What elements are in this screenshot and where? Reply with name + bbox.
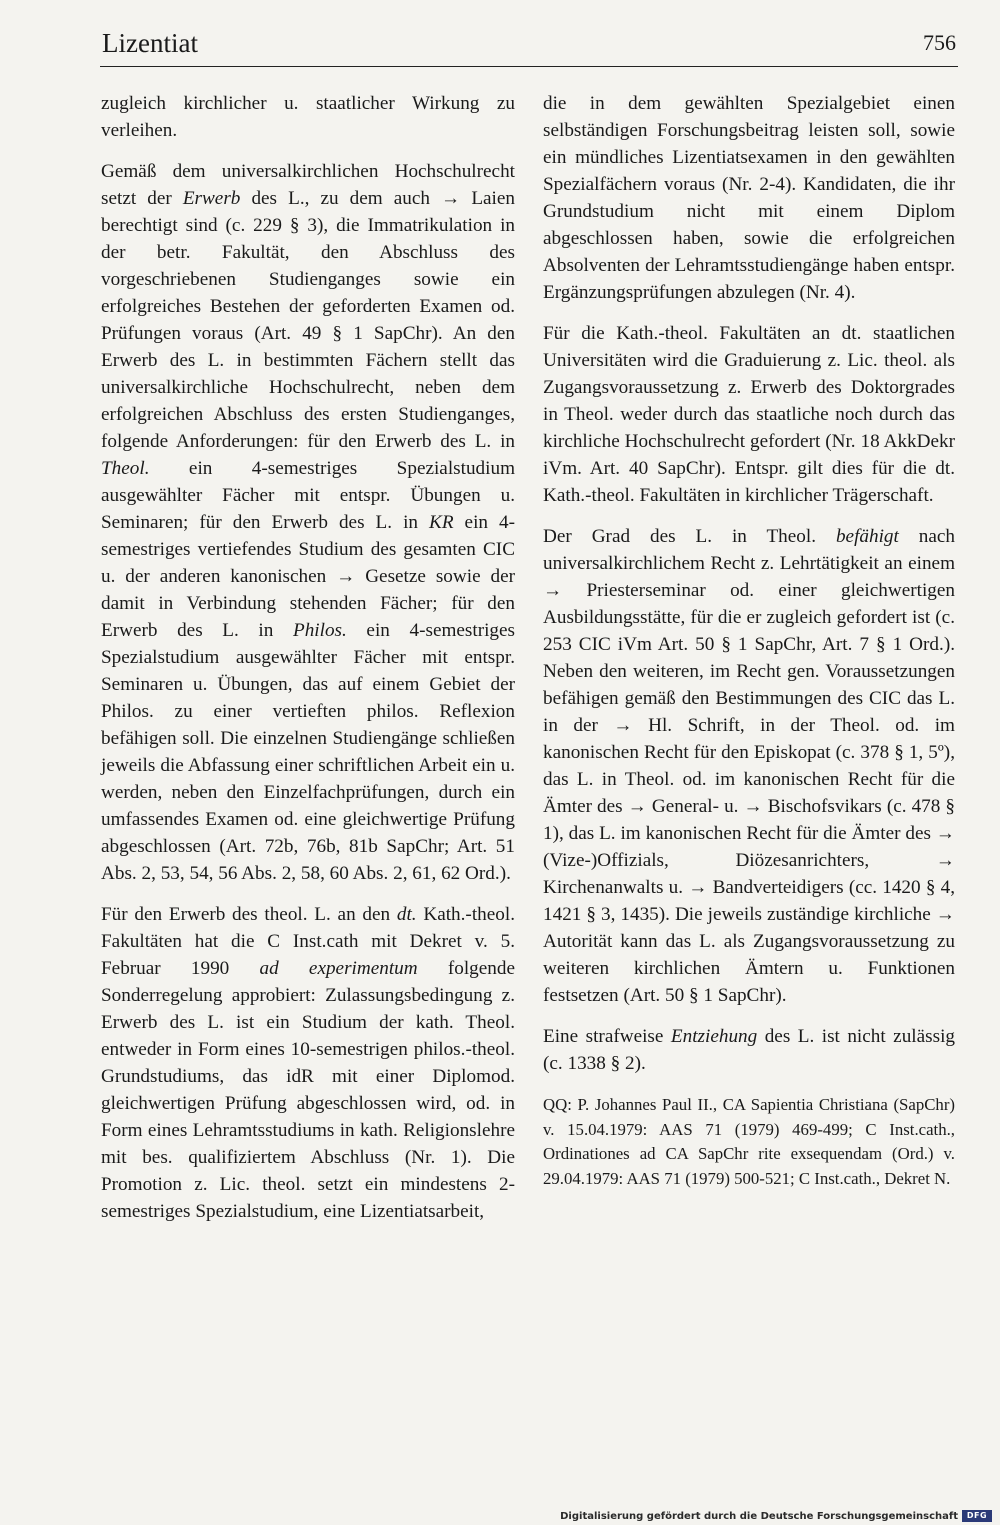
paragraph [543,1023,955,1077]
italic-term: dt. [396,904,417,925]
text-run: Kath.-theol. Fakultäten hat die C Inst.cath mit Dekret v. 5. Februar 1990 [101,904,515,979]
text-run: nach universalkirchlichem Recht z. Lehrtätigkeit an einem → Priesterseminar od. einer gleichwertigen Ausbildungsstätte, für die er zugleich gefordert ist (c. 253 CIC iVm Art. 50 § 1 SapChr, Art. 7 § 1 Ord.). Neben den weiteren, im Recht gen. Voraussetzungen befähigen gemäß den Bestimmungen des CIC das L. in der → Hl. Schrift, in der Theol. od. im kanonischen Recht für den Episkopat (c. 378 § 1, 5º), das L. in Theol. od. im kanonischen Recht für die Ämter des → General- u. → Bischofsvikars (c. 478 § 1), das L. im kanonischen Recht für die Ämter des → (Vize-)Offizials, Diözesanrichters, → Kirchenanwalts u. → Bandverteidigers (cc. 1420 § 4, 1421 § 3, 1435). Die jeweils zuständige kirchliche → Autorität kann das L. als Zugangsvoraussetzung zu weiteren kirchlichen Ämtern u. Funktionen festsetzen (Art. 50 § 1 SapChr). [543,526,955,1006]
dfg-logo-icon: DFG [962,1510,992,1522]
page-number: 756 [923,30,956,55]
text-run: ein 4-semestriges Spezialstudium ausgewählter Fächer mit entspr. Übungen u. Seminaren; für den Erwerb des L. in [101,458,515,533]
text-run: des L. ist nicht zulässig (c. 1338 § 2). [543,1026,955,1074]
sources-note: QQ: P. Johannes Paul II., CA Sapientia Christiana (SapChr) v. 15.04.1979: AAS 71 (1979) 469-499; C Inst.cath., Ordinationes ad CA SapChr rite exsequendam (Ord.) v. 29.04.1979: AAS 71 (1979) 500-521; C Inst.cath., Dekret N. [543,1095,955,1188]
running-header [100,26,958,67]
text-run: folgende Sonderregelung approbiert: Zulassungsbedingung z. Erwerb des L. ist ein Studium der kath. Theol. entweder in Form eines 10-semestrigen philos.-theol. Grundstudiums, das idR mit einer Diplomod. gleichwertigen Prüfung abgeschlossen wird, od. in Form eines Lehramtsstudiums in kath. Religionslehre mit bes. qualifiziertem Abschluss (Nr. 1). Die Promotion z. Lic. theol. setzt ein mindestens 2-semestriges Spezialstudium, eine Lizentiatsarbeit, [101,958,515,1222]
text-run: Der Grad des L. in Theol. [543,526,836,547]
right-column [543,90,955,1205]
italic-term: KR [429,512,454,533]
paragraph: zugleich kirchlicher u. staatlicher Wirkung zu verleihen. [101,93,515,141]
italic-term: Erwerb [182,188,241,209]
header-title: Lizentiat [102,28,198,58]
text-run: ein 4-semestriges vertiefendes Studium des gesamten CIC u. der anderen kanonischen → Gesetze sowie der damit in Verbindung stehenden Fächer; für den Erwerb des L. in [101,512,515,641]
footer-text: Digitalisierung gefördert durch die Deutsche Forschungsgemeinschaft [560,1510,958,1522]
text-run: Gemäß dem universalkirchlichen Hochschulrecht setzt der [101,161,515,209]
digitization-footer [560,1510,992,1522]
paragraph [101,158,515,887]
italic-term: befähigt [835,526,899,547]
paragraph: Für die Kath.-theol. Fakultäten an dt. staatlichen Universitäten wird die Graduierung z. Lic. theol. als Zugangsvoraussetzung z. Erwerb des Doktorgrades in Theol. weder durch das staatliche noch durch das kirchliche Hochschulrecht gefordert (Nr. 18 AkkDekr iVm. Art. 40 SapChr). Entspr. gilt dies für die dt. Kath.-theol. Fakultäten in kirchlicher Trägerschaft. [543,323,955,506]
paragraph [543,523,955,1009]
text-run: Eine strafweise [543,1026,671,1047]
text-run: Für den Erwerb des theol. L. an den [101,904,397,925]
paragraph: die in dem gewählten Spezialgebiet einen selbständigen Forschungsbeitrag leisten soll, sowie ein mündliches Lizentiatsexamen in den gewählten Spezialfächern voraus (Nr. 2-4). Kandidaten, die ihr Grundstudium nicht mit einem Diplom abgeschlossen haben, sowie die erfolgreichen Absolventen der Lehramtsstudiengänge haben entspr. Ergänzungsprüfungen abzulegen (Nr. 4). [543,93,955,303]
italic-term: Entziehung [670,1026,758,1047]
text-run: des L., zu dem auch → Laien berechtigt sind (c. 229 § 3), die Immatrikulation in der betr. Fakultät, den Abschluss des vorgeschriebenen Studienganges sowie ein erfolgreiches Bestehen der geforderten Examen od. Prüfungen voraus (Art. 49 § 1 SapChr). An den Erwerb des L. in bestimmten Fächern stellt das universalkirchliche Hochschulrecht, neben dem erfolgreichen Abschluss des ersten Studienganges, folgende Anforderungen: für den Erwerb des L. in [101,188,515,452]
italic-term: Philos. [292,620,347,641]
italic-term: Theol. [101,458,150,479]
text-run: ein 4-semestriges Spezialstudium ausgewählter Fächer mit entspr. Seminaren u. Übungen, das auf einem Gebiet der Philos. zu einer vertieften philos. Reflexion befähigen soll. Die einzelnen Studiengänge schließen jeweils die Abfassung einer schriftlichen Arbeit ein u. werden, neben den Einzelfachprüfungen, durch ein umfassendes Examen od. eine gleichwertige Prüfung abgeschlossen (Art. 72b, 76b, 81b SapChr; Art. 51 Abs. 2, 53, 54, 56 Abs. 2, 58, 60 Abs. 2, 61, 62 Ord.). [101,620,515,884]
italic-term: ad experimentum [259,958,418,979]
paragraph [101,901,515,1225]
left-column [101,90,515,1239]
